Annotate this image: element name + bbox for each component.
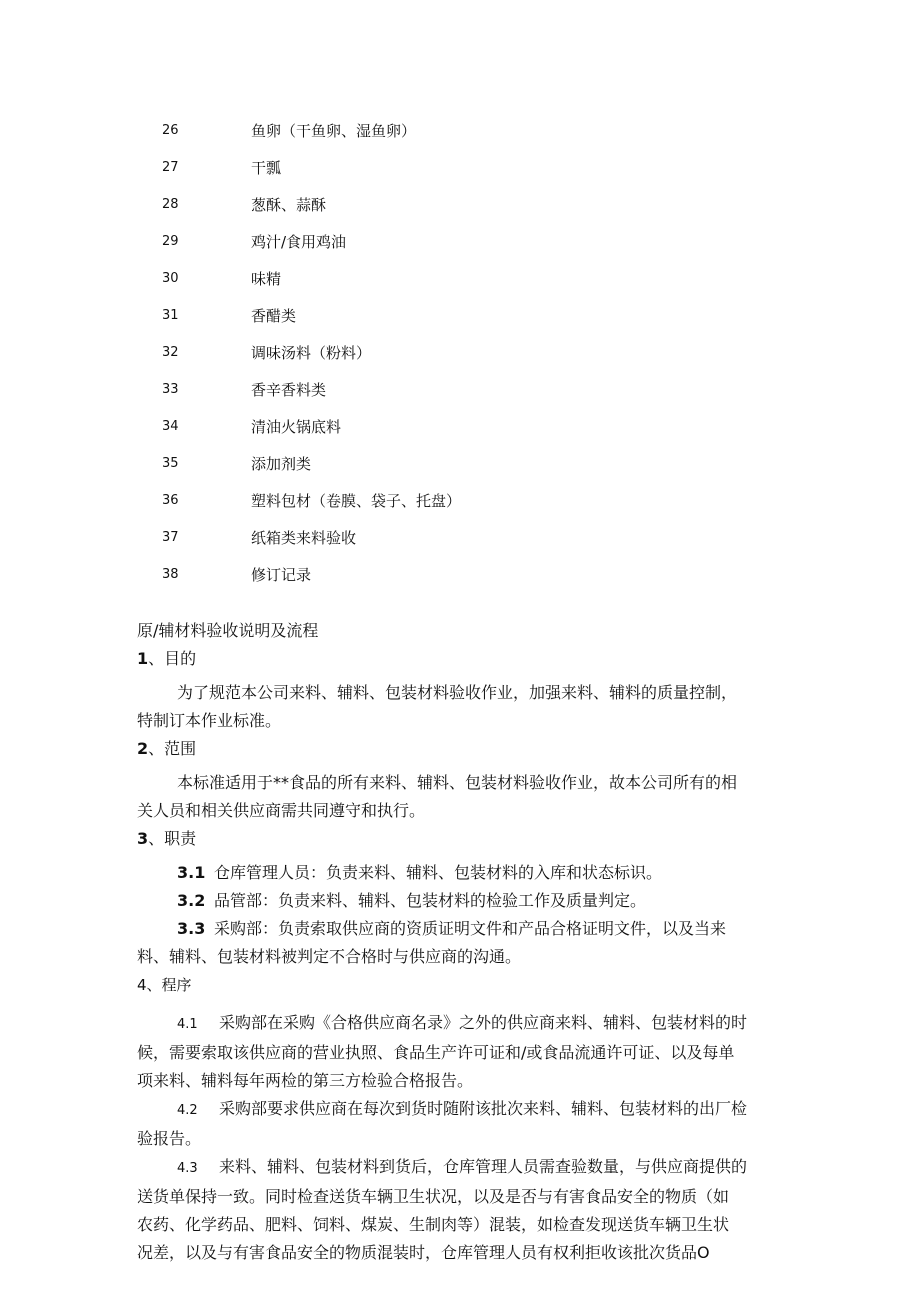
section-number: 1: [137, 649, 149, 668]
item-number: 4.3: [177, 1161, 198, 1176]
paragraph: 送货单保持一致。同时检查送货车辆卫生状况，以及是否与有害食品安全的物质（如: [137, 1187, 730, 1206]
item-number: 3.2: [177, 891, 206, 910]
section-heading: 4、程序: [137, 976, 192, 994]
list-item: [137, 887, 787, 915]
toc-number: 32: [162, 345, 179, 360]
item-text: 仓库管理人员：负责来料、辅料、包装材料的入库和状态标识。: [214, 863, 663, 882]
toc-title: 鸡汁/食用鸡油: [251, 233, 347, 251]
toc-row: [0, 341, 920, 365]
toc-number: 30: [162, 271, 179, 286]
toc-title: 味精: [251, 270, 282, 288]
toc-number: 36: [162, 493, 179, 508]
toc-title: 干瓢: [251, 159, 282, 177]
toc-row: [0, 119, 920, 143]
toc-row: [0, 415, 920, 439]
toc-title: 纸箱类来料验收: [251, 529, 357, 547]
toc-number: 37: [162, 530, 179, 545]
toc-row: [0, 156, 920, 180]
toc-row: [0, 563, 920, 587]
toc-title: 鱼卵（干鱼卵、湿鱼卵）: [251, 122, 417, 140]
section-heading-text: 、职责: [148, 829, 197, 848]
list-item: [137, 1095, 787, 1125]
toc-row: [0, 526, 920, 550]
item-text: 品管部：负责来料、辅料、包装材料的检验工作及质量判定。: [214, 891, 647, 910]
section-number: 2: [137, 739, 149, 758]
paragraph: 为了规范本公司来料、辅料、包装材料验收作业，加强来料、辅料的质量控制，: [177, 683, 738, 702]
item-text: 采购部要求供应商在每次到货时随附该批次来料、辅料、包装材料的出厂检: [219, 1099, 748, 1118]
toc-number: 33: [162, 382, 179, 397]
toc-row: [0, 304, 920, 328]
item-number: 3.1: [177, 863, 206, 882]
section-heading: [137, 645, 787, 673]
paragraph: 候，需要索取该供应商的营业执照、食品生产许可证和/或食品流通许可证、以及每单: [137, 1043, 735, 1062]
list-item: [137, 1009, 787, 1039]
paragraph: 料、辅料、包装材料被判定不合格时与供应商的沟通。: [137, 947, 522, 966]
paragraph: 关人员和相关供应商需共同遵守和执行。: [137, 801, 426, 820]
section-number: 3: [137, 829, 149, 848]
paragraph: 项来料、辅料每年两检的第三方检验合格报告。: [137, 1071, 474, 1090]
toc-number: 31: [162, 308, 179, 323]
list-item: [137, 1153, 787, 1183]
toc-number: 26: [162, 123, 179, 138]
list-item: [137, 859, 787, 887]
document-body: [137, 617, 787, 1267]
toc-row: [0, 230, 920, 254]
toc-title: 调味汤料（粉料）: [251, 344, 372, 362]
toc-title: 香辛香料类: [251, 381, 327, 399]
item-number: 3.3: [177, 919, 206, 938]
item-number: 4.1: [177, 1017, 198, 1032]
paragraph: 况差，以及与有害食品安全的物质混装时，仓库管理人员有权利拒收该批次货品O: [137, 1243, 710, 1262]
document-title: 原/辅材料验收说明及流程: [137, 621, 319, 640]
toc-title: 塑料包材（卷膜、袋子、托盘）: [251, 492, 462, 510]
item-text: 来料、辅料、包装材料到货后，仓库管理人员需查验数量，与供应商提供的: [219, 1157, 748, 1176]
toc-row: [0, 452, 920, 476]
section-heading-text: 、目的: [148, 649, 197, 668]
paragraph: 本标准适用于**食品的所有来料、辅料、包装材料验收作业，故本公司所有的相: [177, 773, 738, 792]
toc-title: 添加剂类: [251, 455, 312, 473]
toc-title: 修订记录: [251, 566, 312, 584]
section-heading: [137, 825, 787, 853]
toc-title: 香醋类: [251, 307, 297, 325]
toc-number: 34: [162, 419, 179, 434]
toc-number: 35: [162, 456, 179, 471]
item-text: 采购部在采购《合格供应商名录》之外的供应商来料、辅料、包装材料的时: [219, 1013, 748, 1032]
toc-row: [0, 378, 920, 402]
toc-row: [0, 489, 920, 513]
paragraph: 验报告。: [137, 1129, 202, 1148]
toc-row: [0, 193, 920, 217]
toc-number: 27: [162, 160, 179, 175]
toc-title: 清油火锅底料: [251, 418, 342, 436]
paragraph: 农药、化学药品、肥料、饲料、煤炭、生制肉等）混装，如检查发现送货车辆卫生状: [137, 1215, 730, 1234]
item-number: 4.2: [177, 1103, 198, 1118]
item-text: 采购部：负责索取供应商的资质证明文件和产品合格证明文件，以及当来: [214, 919, 727, 938]
toc-row: [0, 267, 920, 291]
toc-number: 28: [162, 197, 179, 212]
section-heading: [137, 735, 787, 763]
toc-number: 38: [162, 567, 179, 582]
section-heading-text: 、范围: [148, 739, 197, 758]
paragraph: 特制订本作业标准。: [137, 711, 282, 730]
toc-title: 葱酥、蒜酥: [251, 196, 327, 214]
list-item: [137, 915, 787, 943]
toc-number: 29: [162, 234, 179, 249]
